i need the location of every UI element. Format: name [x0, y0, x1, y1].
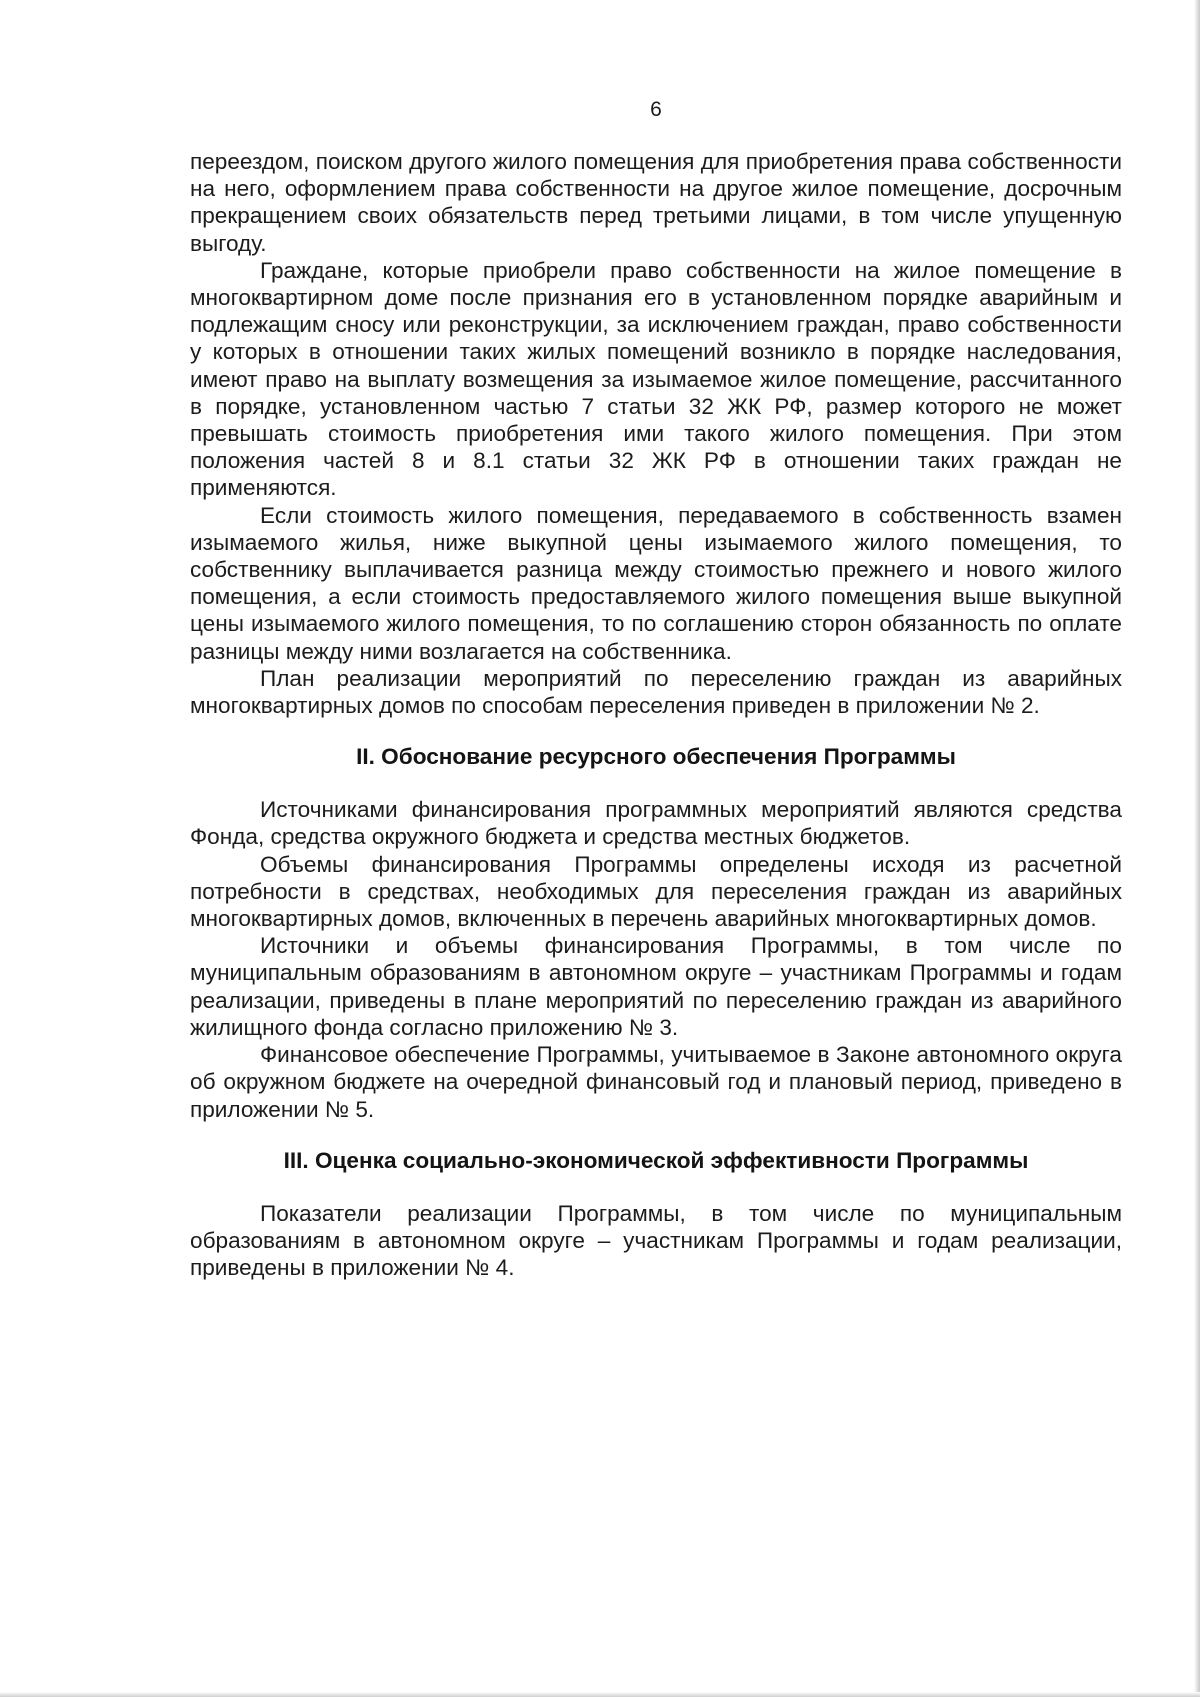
page-number: 6 — [650, 98, 662, 121]
page-bottom-shadow — [0, 1692, 1200, 1697]
paragraph: Показатели реализации Программы, в том числе по муниципальным образованиям в автономном округе – участникам Программы и годам реализации, приведены в приложении № 4. — [190, 1200, 1122, 1281]
paragraph: План реализации мероприятий по переселению граждан из аварийных многоквартирных домов по способам переселения приведен в приложении № 2. — [190, 665, 1122, 719]
page-edge-shadow — [1194, 0, 1200, 1697]
paragraph: Объемы финансирования Программы определены исходя из расчетной потребности в средствах, необходимых для переселения граждан из аварийных многоквартирных домов, включенных в перечень аварийных многоквартирных домов. — [190, 851, 1122, 932]
section-heading-resources: II. Обоснование ресурсного обеспечения Программы — [356, 744, 956, 770]
paragraph: Если стоимость жилого помещения, передаваемого в собственность взамен изымаемого жилья, ниже выкупной цены изымаемого жилого помещения, то собственнику выплачивается разница между стоимостью прежнего и нового жилого помещения, а если стоимость предоставляемого жилого помещения выше выкупной цены изымаемого жилого помещения, то по соглашению сторон обязанность по оплате разницы между ними возлагается на собственника. — [190, 502, 1122, 664]
paragraph: Источники и объемы финансирования Программы, в том числе по муниципальным образованиям в автономном округе – участникам Программы и годам реализации, приведены в плане мероприятий по переселению граждан из аварийного жилищного фонда согласно приложению № 3. — [190, 933, 1122, 1040]
paragraph: Финансовое обеспечение Программы, учитываемое в Законе автономного округа об окружном бюджете на очередной финансовый год и плановый период, приведено в приложении № 5. — [190, 1042, 1122, 1122]
paragraph: Источниками финансирования программных мероприятий являются средства Фонда, средства окружного бюджета и средства местных бюджетов. — [190, 797, 1122, 850]
section-heading-efficiency: III. Оценка социально-экономической эффективности Программы — [283, 1147, 1029, 1173]
paragraph: Граждане, которые приобрели право собственности на жилое помещение в многоквартирном доме после признания его в установленном порядке аварийным и подлежащим сносу или реконструкции, за исключением граждан, право собственности у которых в отношении таких жилых помещений возникло в порядке наследования, имеют право на выплату возмещения за изымаемое жилое помещение, рассчитанного в порядке, установленном частью 7 статьи 32 ЖК РФ, размер которого не может превышать стоимость приобретения ими такого жилого помещения. При этом положения частей 8 и 8.1 статьи 32 ЖК РФ в отношении таких граждан не применяются. — [190, 257, 1122, 501]
paragraph: переездом, поиском другого жилого помещения для приобретения права собственности на него, оформлением права собственности на другое жилое помещение, досрочным прекращением своих обязательств перед третьими лицами, в том числе упущенную выгоду. — [190, 149, 1122, 256]
document-body — [190, 148, 1122, 1281]
